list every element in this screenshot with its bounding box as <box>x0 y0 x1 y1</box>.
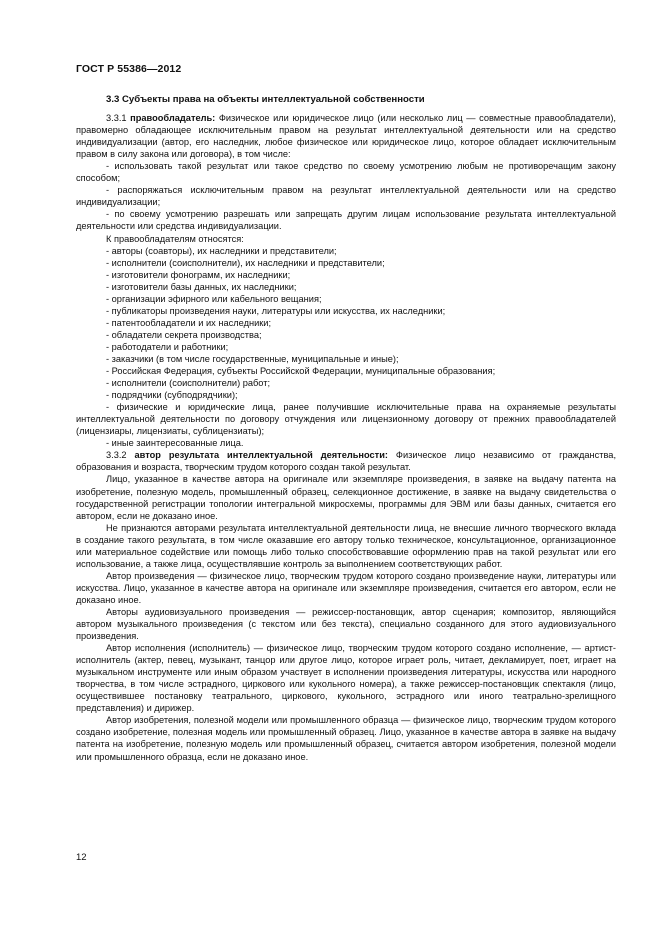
body-paragraph <box>76 642 616 714</box>
paragraph-text: - исполнители (соисполнители), их наследники и представители; <box>106 257 385 268</box>
page-body <box>76 94 616 763</box>
defined-term: автор результата интеллектуальной деятельности: <box>134 450 388 461</box>
list-item <box>76 269 616 281</box>
list-item <box>76 377 616 389</box>
body-paragraph <box>76 570 616 606</box>
body-paragraph <box>76 473 616 521</box>
list-item <box>76 233 616 245</box>
paragraph-text: Автор произведения — физическое лицо, творческим трудом которого создано произведение науки, литературы или искусства. Лицо, указанное в качестве автора на оригинале или экземпляре произведения, считается его автором, если не доказано иное. <box>76 570 616 605</box>
list-item <box>76 365 616 377</box>
paragraph-text: - организации эфирного или кабельного вещания; <box>106 293 322 304</box>
list-item <box>76 389 616 401</box>
list-item <box>76 341 616 353</box>
paragraph-text: - работодатели и работники; <box>106 341 229 352</box>
body-paragraph <box>76 401 616 437</box>
paragraph-text: - подрядчики (субподрядчики); <box>106 390 238 401</box>
paragraph-text: Лицо, указанное в качестве автора на оригинале или экземпляре произведения, в заявке на выдачу патента на изобретение, полезную модель, промышленный образец, селекционное достижение, в заявке на выдачу свидетельства о государственной регистрации топологии интегральной микросхемы, программы для ЭВМ или базы данных, считается его автором, если не доказано иное. <box>76 474 616 521</box>
body-paragraph <box>76 208 616 232</box>
body-paragraph <box>76 714 616 762</box>
list-item <box>76 293 616 305</box>
paragraph-text: К правообладателям относятся: <box>106 233 244 244</box>
paragraph-text: - обладатели секрета производства; <box>106 329 262 340</box>
paragraph-text: - патентообладатели и их наследники; <box>106 317 272 328</box>
body-paragraph <box>76 160 616 184</box>
section-title: 3.3 Субъекты права на объекты интеллектуальной собственности <box>106 94 425 105</box>
paragraph-text: - иные заинтересованные лица. <box>106 438 244 449</box>
body-paragraph <box>76 184 616 208</box>
paragraph-text: Автор исполнения (исполнитель) — физическое лицо, творческим трудом которого создано исполнение, — артист-исполнитель (актер, певец, музыкант, танцор или другое лицо, которое играет роль, читает, декламирует, поет, играет на музыкальном инструменте или иным образом участвует в исполнении произведения литературы, искусства или народного творчества, в том числе эстрадного, циркового или кукольного номера), а также режиссер-постановщик спектакля (лицо, осуществившее постановку театрального, циркового, кукольного, эстрадного или иного театрально-зрелищного представления) и дирижер. <box>76 643 616 714</box>
paragraph-text: Физическое или юридическое лицо (или несколько лиц — совместные правообладатели), правомерно обладающее исключительным правом на результат интеллектуальной деятельности или на средство индивидуализации (автор, его наследник, любое физическое или юридическое лицо, которое обладает исключительным правом в силу закона или договора), в том числе: <box>76 113 616 160</box>
list-item <box>76 329 616 341</box>
paragraph-text: Авторы аудиовизуального произведения — режиссер-постановщик, автор сценария; композитор, являющийся автором музыкального произведения (с текстом или без текста), специально созданного для этого аудиовизуального произведения. <box>76 606 616 642</box>
definition-paragraph <box>76 112 616 160</box>
list-item <box>76 353 616 365</box>
list-item <box>76 281 616 293</box>
paragraph-text: - авторы (соавторы), их наследники и представители; <box>106 245 337 256</box>
paragraph-text: - изготовители фонограмм, их наследники; <box>106 269 291 280</box>
list-item <box>76 257 616 269</box>
list-item <box>76 245 616 257</box>
document-header: ГОСТ Р 55386—2012 <box>76 63 182 75</box>
paragraph-text: - исполнители (соисполнители) работ; <box>106 378 271 389</box>
paragraph-list <box>76 112 616 763</box>
list-item <box>76 437 616 449</box>
paragraph-text: - распоряжаться исключительным правом на результат интеллектуальной деятельности или на средство индивидуализации; <box>76 185 616 208</box>
page-number: 12 <box>76 852 87 863</box>
paragraph-text: - физические и юридические лица, ранее получившие исключительные права на охраняемые результаты интеллектуальной деятельности по договору отчуждения или лицензионному договору от прежних правообладателей (лицензиары, лицензиаты, сублицензиаты); <box>76 402 616 437</box>
defined-term: правообладатель: <box>130 113 216 124</box>
list-item <box>76 317 616 329</box>
paragraph-text: - публикаторы произведения науки, литературы или искусства, их наследники; <box>106 305 446 316</box>
paragraph-text: - использовать такой результат или такое средство по своему усмотрению любым не противоречащим закону способом; <box>76 161 616 184</box>
body-paragraph <box>76 606 616 642</box>
definition-paragraph <box>76 449 616 473</box>
list-item <box>76 305 616 317</box>
clause-number: 3.3.1 <box>106 113 127 124</box>
body-paragraph <box>76 522 616 570</box>
paragraph-text: - по своему усмотрению разрешать или запрещать другим лицам использование результата интеллектуальной деятельности или средства индивидуализации. <box>76 209 616 232</box>
clause-number: 3.3.2 <box>106 450 127 461</box>
paragraph-text: - заказчики (в том числе государственные, муниципальные и иные); <box>106 353 399 364</box>
paragraph-text: Не признаются авторами результата интеллектуальной деятельности лица, не внесшие личного творческого вклада в создание такого результата, в том числе оказавшие его автору только техническое, консультационное, организационное или материальное содействие или помощь либо только способствовавшие оформлению прав на такой результат или его использование, а также лица, осуществлявшие контроль за выполнением соответствующих работ. <box>76 522 616 569</box>
paragraph-text: Автор изобретения, полезной модели или промышленного образца — физическое лицо, творческим трудом которого создано изобретение, полезная модель или промышленный образец. Лицо, указанное в качестве автора в заявке на выдачу патента на изобретение, полезную модель или промышленный образец, считается автором изобретения, полезной модели или промышленного образца, если не доказано иное. <box>76 715 616 762</box>
paragraph-text: - Российская Федерация, субъекты Российской Федерации, муниципальные образования; <box>106 366 496 377</box>
paragraph-text: Физическое лицо независимо от гражданства, образования и возраста, творческим трудом которого создан такой результат. <box>76 450 617 473</box>
paragraph-text: - изготовители базы данных, их наследники; <box>106 281 297 292</box>
